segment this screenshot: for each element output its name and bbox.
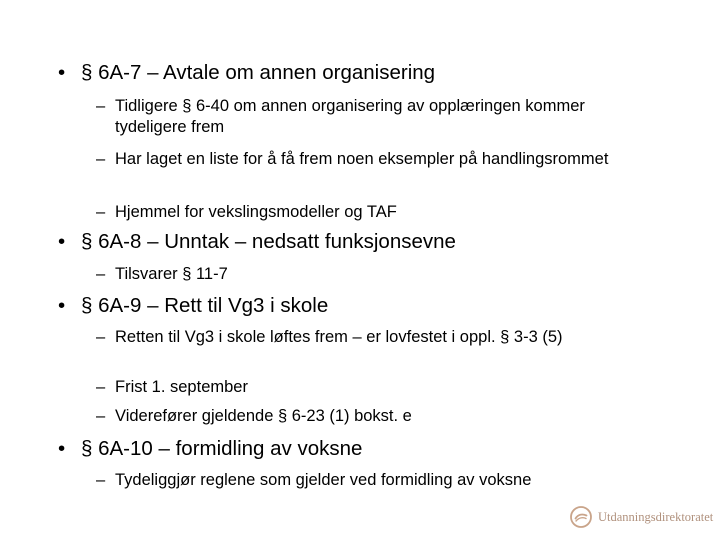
dash: – [96, 203, 106, 221]
section-title-text: § 6A-8 – Unntak – nedsatt funksjonsevne [81, 230, 456, 253]
dash: – [96, 97, 106, 115]
list-item-text: Tidligere § 6-40 om annen organisering av opplæringen kommer tydeligere frem [115, 97, 585, 136]
list-item-text: Tydeliggjør reglene som gjelder ved formidling av voksne [115, 471, 532, 489]
bullet: • [58, 294, 66, 317]
list-item-text: Frist 1. september [115, 378, 248, 396]
dash: – [96, 471, 106, 489]
dash: – [96, 265, 106, 283]
dash: – [96, 150, 106, 168]
section-title-text: § 6A-7 – Avtale om annen organisering [81, 61, 436, 84]
list-item-text: Retten til Vg3 i skole løftes frem – er lovfestet i oppl. § 3-3 (5) [115, 328, 563, 346]
logo-text: Utdanningsdirektoratet [598, 509, 714, 524]
udir-logo-icon [569, 505, 593, 529]
section-title-text: § 6A-9 – Rett til Vg3 i skole [81, 294, 329, 317]
list-item-text: Hjemmel for vekslingsmodeller og TAF [115, 203, 397, 221]
dash: – [96, 378, 106, 396]
logo [569, 504, 713, 530]
list-item-text: Viderefører gjeldende § 6-23 (1) bokst. e [115, 407, 412, 425]
bullet: • [58, 230, 66, 253]
section-title-text: § 6A-10 – formidling av voksne [81, 437, 363, 460]
list-item-text: Tilsvarer § 11-7 [115, 265, 228, 283]
bullet: • [58, 437, 66, 460]
dash: – [96, 328, 106, 346]
dash: – [96, 407, 106, 425]
bullet: • [58, 61, 66, 84]
list-item-text: Har laget en liste for å få frem noen eksempler på handlingsrommet [115, 150, 609, 168]
